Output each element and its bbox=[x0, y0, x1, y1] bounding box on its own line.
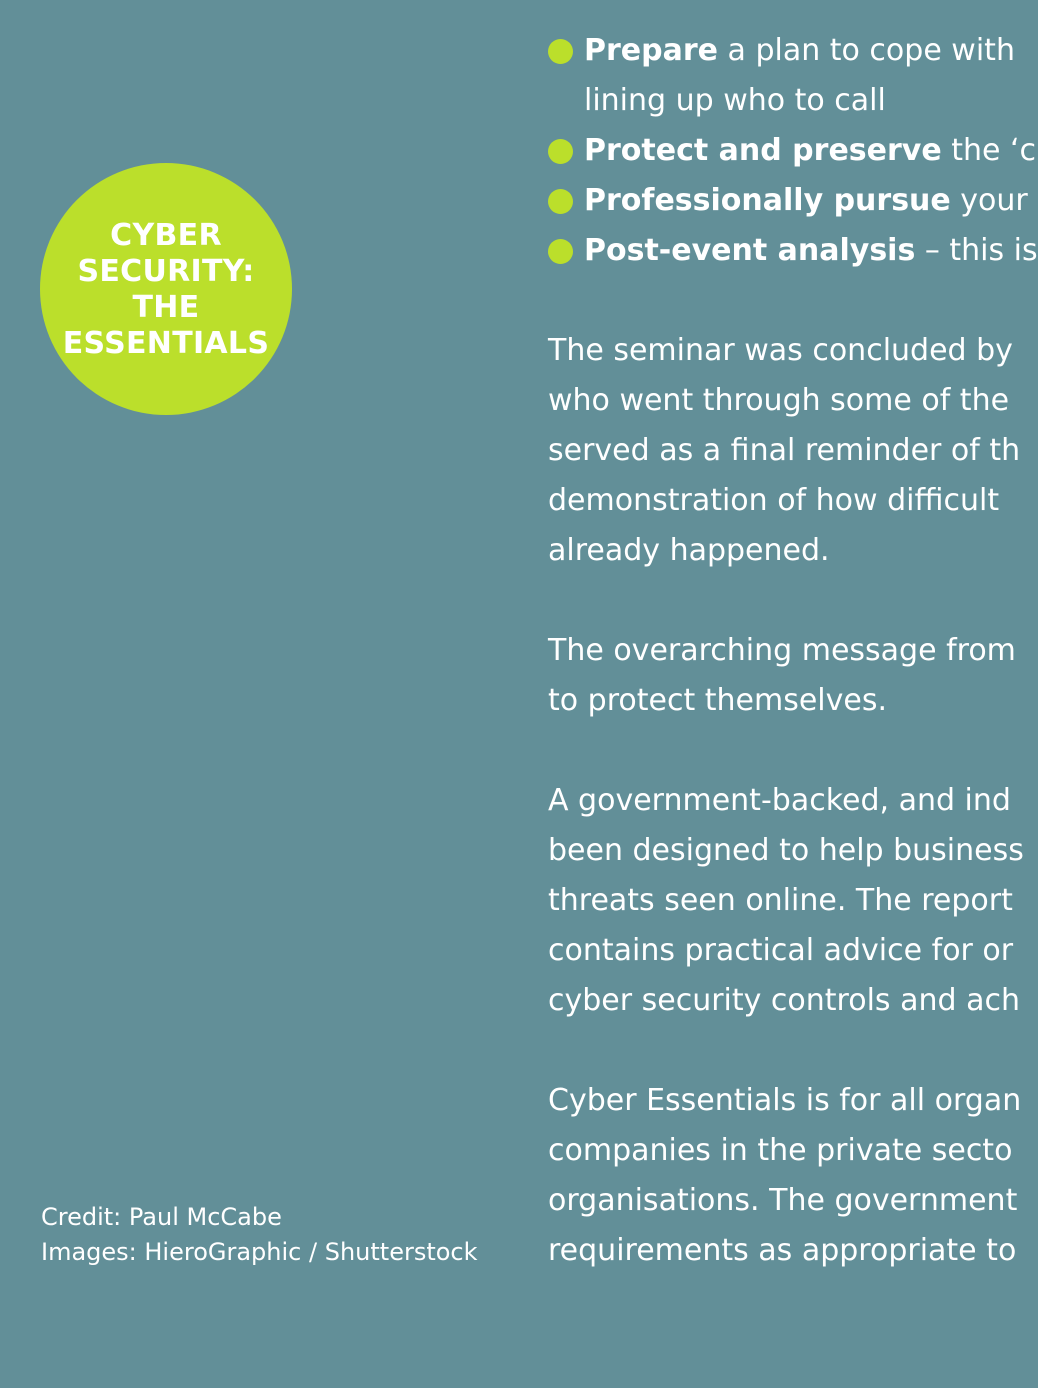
bullet-item bbox=[548, 176, 1028, 226]
author-credit: Credit: Paul McCabe bbox=[41, 1203, 282, 1231]
bullet-item bbox=[548, 26, 1024, 126]
bullet-dot-icon bbox=[548, 239, 573, 264]
paragraph-line: requirements as appropriate to bbox=[548, 1233, 1017, 1268]
paragraph-line: served as a final reminder of th bbox=[548, 433, 1021, 468]
paragraph-cyber-essentials bbox=[548, 1076, 1024, 1276]
paragraph-line: threats seen online. The report bbox=[548, 883, 1013, 918]
bullet-dot-icon bbox=[548, 39, 573, 64]
bullet-dot-icon bbox=[548, 189, 573, 214]
paragraph-line: companies in the private secto bbox=[548, 1133, 1013, 1168]
cyber-security-badge bbox=[40, 163, 292, 415]
badge-line: SECURITY: bbox=[77, 254, 255, 289]
bullet-keyword: Post-event analysis bbox=[584, 233, 916, 268]
image-credit: Images: HieroGraphic / Shutterstock bbox=[41, 1238, 478, 1266]
bullet-dot-icon bbox=[548, 139, 573, 164]
bullet-item bbox=[548, 226, 1038, 276]
paragraph-line: Cyber Essentials is for all organ bbox=[548, 1083, 1022, 1118]
bullet-keyword: Protect and preserve bbox=[584, 133, 942, 168]
bullet-text: a plan to cope with bbox=[718, 33, 1015, 68]
paragraph-line: contains practical advice for or bbox=[548, 933, 1014, 968]
paragraph-line: The seminar was concluded by bbox=[548, 333, 1013, 368]
paragraph-line: cyber security controls and ach bbox=[548, 983, 1020, 1018]
badge-title bbox=[61, 218, 271, 362]
bullet-text: – this is bbox=[915, 233, 1038, 268]
paragraph-seminar-conclusion bbox=[548, 326, 1024, 576]
article-column bbox=[548, 26, 1038, 1276]
badge-line: ESSENTIALS bbox=[62, 326, 270, 361]
paragraph-line: The overarching message from bbox=[548, 633, 1016, 668]
badge-line: CYBER bbox=[110, 218, 222, 253]
paragraph-line: demonstration of how difficult bbox=[548, 483, 1000, 518]
bullet-keyword: Prepare bbox=[584, 33, 718, 68]
paragraph-overarching-message bbox=[548, 626, 1024, 726]
paragraph-line: been designed to help business bbox=[548, 833, 1024, 868]
bullet-item bbox=[548, 126, 1037, 176]
credits bbox=[41, 1200, 478, 1270]
paragraph-line: A government-backed, and ind bbox=[548, 783, 1011, 818]
badge-line: THE bbox=[132, 290, 200, 325]
paragraph-line: to protect themselves. bbox=[548, 683, 887, 718]
paragraph-line: who went through some of the bbox=[548, 383, 1010, 418]
paragraph-line: already happened. bbox=[548, 533, 830, 568]
bullet-text: lining up who to call bbox=[584, 83, 886, 118]
bullet-text: your bbox=[950, 183, 1028, 218]
paragraph-line: organisations. The government bbox=[548, 1183, 1018, 1218]
bullet-keyword: Professionally pursue bbox=[584, 183, 951, 218]
paragraph-government-backed bbox=[548, 776, 1024, 1026]
bullet-text: the ‘c bbox=[941, 133, 1037, 168]
bullet-list bbox=[548, 26, 1038, 276]
